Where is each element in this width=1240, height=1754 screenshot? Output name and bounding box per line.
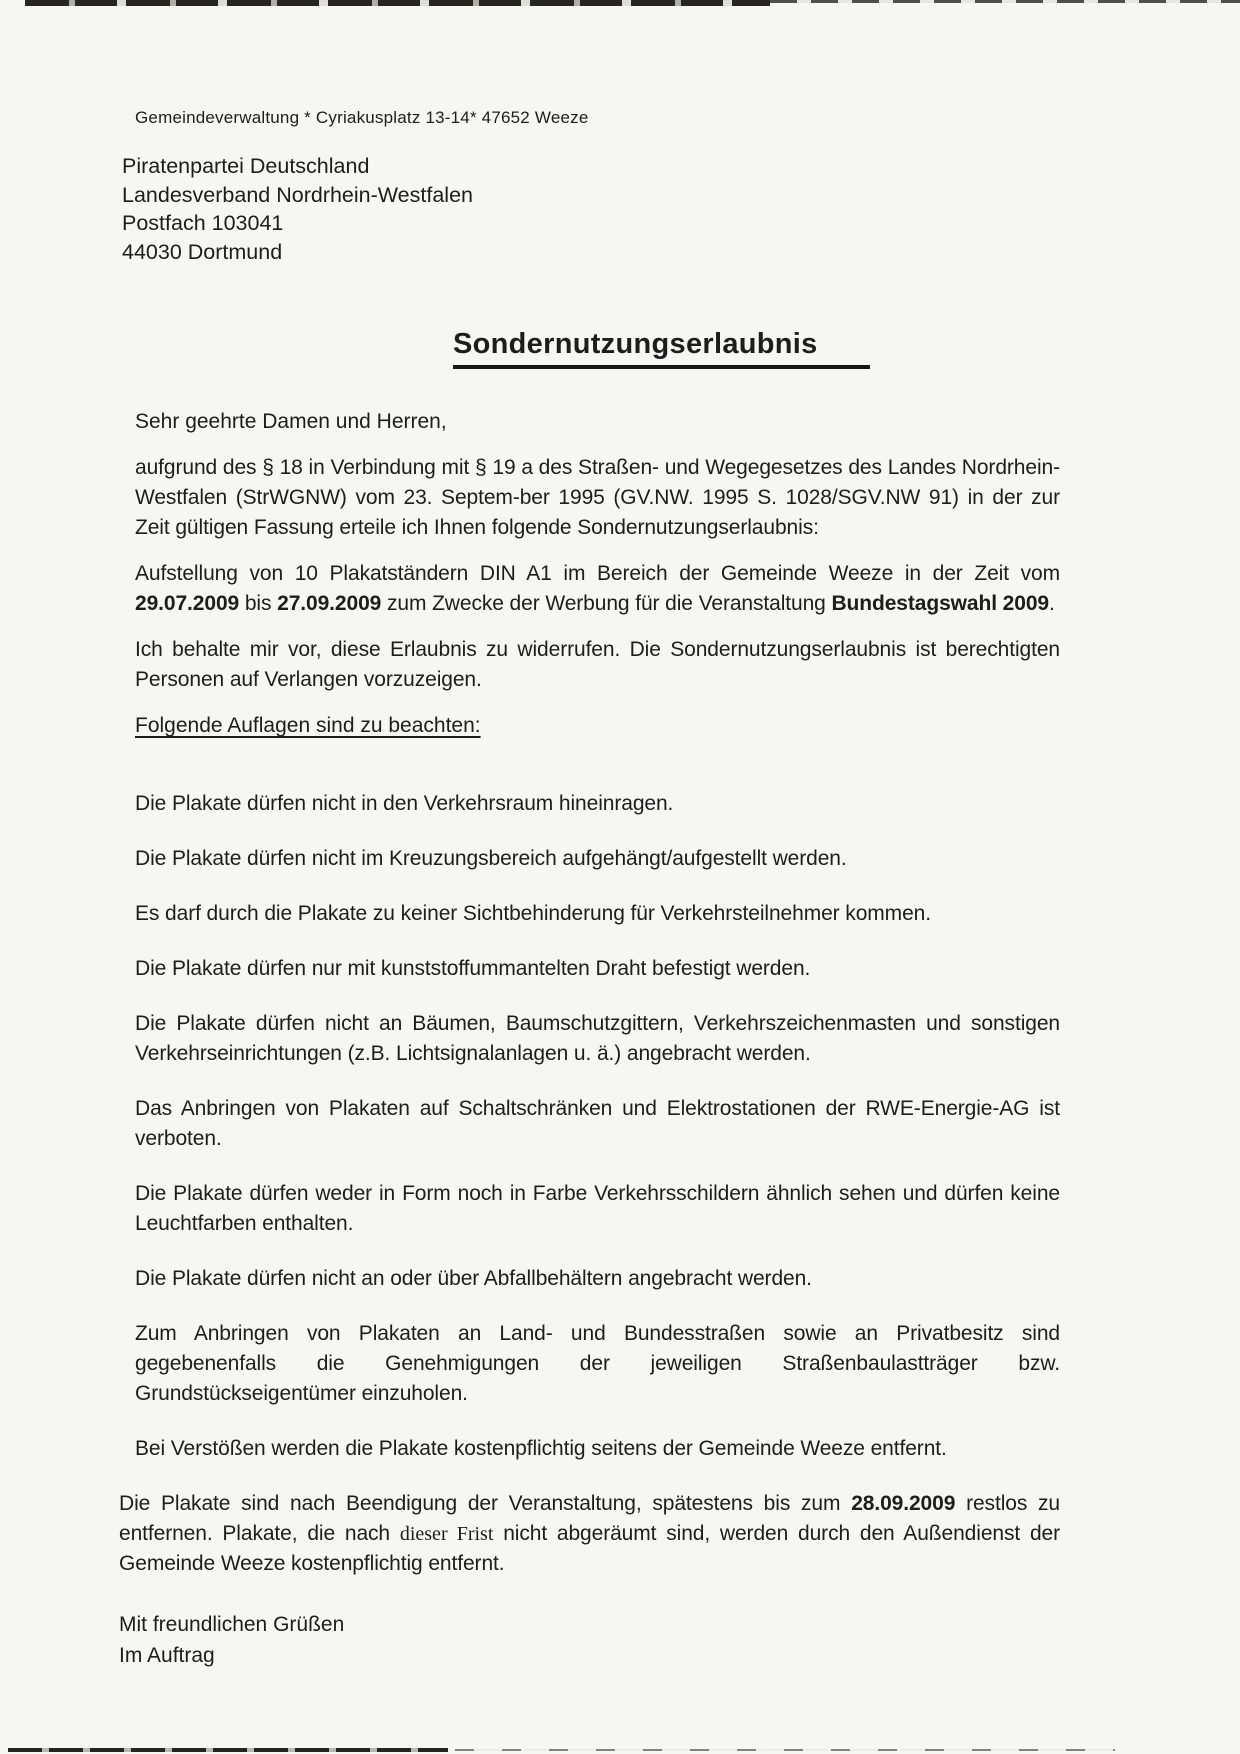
recipient-address-block: [122, 152, 1060, 266]
text-run: bis: [239, 592, 278, 615]
document-title: Sondernutzungserlaubnis: [453, 328, 870, 369]
closing-im-auftrag: Im Auftrag: [119, 1644, 215, 1667]
conditions-heading-row: [135, 711, 1060, 741]
salutation: Sehr geehrte Damen und Herren,: [135, 410, 447, 433]
scan-artifact-top: [0, 0, 1240, 9]
title-row: [135, 328, 1060, 369]
scan-artifact-segment: [455, 1749, 1115, 1751]
text-run-bold: 28.09.2009: [851, 1492, 956, 1515]
text-run-bold: 29.07.2009: [135, 592, 240, 615]
condition-item: Bei Verstößen werden die Plakate kostenpflichtig seitens der Gemeinde Weeze entfernt.: [135, 1437, 947, 1460]
text-run-bold: Bundestagswahl 2009: [831, 592, 1049, 615]
scan-artifact-segment: [8, 1748, 448, 1752]
condition-item: Zum Anbringen von Plakaten an Land- und Bundesstraßen sowie an Privatbesitz sind gegebenenfalls die Genehmigungen der jeweiligen Straßenbaulastträger bzw. Grundstückseigentümer einzuholen.: [135, 1322, 1060, 1405]
text-run: .: [1049, 592, 1055, 615]
text-run: Aufstellung von 10 Plakatständern DIN A1 im Bereich der Gemeinde Weeze in der Zeit vom: [135, 562, 1060, 585]
revocation-paragraph: Ich behalte mir vor, diese Erlaubnis zu widerrufen. Die Sondernutzungserlaubnis ist berechtigten Personen auf Verlangen vorzuzeigen.: [135, 638, 1060, 691]
recipient-address-line: Postfach 103041: [122, 211, 284, 235]
scan-artifact-bottom: [0, 1746, 1240, 1753]
closing-greeting: Mit freundlichen Grüßen: [119, 1613, 345, 1636]
recipient-address-line: 44030 Dortmund: [122, 239, 283, 264]
condition-item: Die Plakate dürfen nicht im Kreuzungsbereich aufgehängt/aufgestellt werden.: [135, 847, 847, 870]
condition-item: Die Plakate dürfen nur mit kunststoffummantelten Draht befestigt werden.: [135, 957, 811, 980]
text-run: zum Zwecke der Werbung für die Veranstaltung: [381, 592, 832, 615]
sender-return-address: Gemeindeverwaltung * Cyriakusplatz 13-14* 47652 Weeze: [135, 108, 589, 127]
intro-paragraph: aufgrund des § 18 in Verbindung mit § 19 a des Straßen- und Wegegesetzes des Landes Nordrhein-Westfalen (StrWGNW) vom 23. Septem-ber 1995 (GV.NW. 1995 S. 1028/SGV.NW 91) in der zur Zeit gültigen Fassung erteile ich Ihnen folgende Sondernutzungserlaubnis:: [135, 456, 1060, 539]
scan-artifact-segment: [25, 0, 770, 6]
condition-item: Es darf durch die Plakate zu keiner Sichtbehinderung für Verkehrsteilnehmer kommen.: [135, 902, 931, 925]
condition-item: Die Plakate dürfen nicht an Bäumen, Baumschutzgittern, Verkehrszeichenmasten und sonstigen Verkehrseinrichtungen (z.B. Lichtsignalanlagen u. ä.) angebracht werden.: [135, 1012, 1060, 1065]
removal-deadline-paragraph: [119, 1489, 1060, 1579]
condition-item: Das Anbringen von Plakaten auf Schaltschränken und Elektrostationen der RWE-Energie-AG ist verboten.: [135, 1097, 1060, 1150]
text-run: Die Plakate sind nach Beendigung der Veranstaltung, spätestens bis zum: [119, 1492, 852, 1515]
scan-artifact-segment: [770, 0, 1240, 3]
grant-paragraph: [135, 559, 1060, 619]
text-run-bold: 27.09.2009: [277, 592, 382, 615]
condition-item: Die Plakate dürfen nicht in den Verkehrsraum hineinragen.: [135, 792, 674, 815]
conditions-heading: Folgende Auflagen sind zu beachten:: [135, 714, 481, 737]
closing-block: [119, 1609, 1060, 1671]
text-run-serif: dieser Frist: [399, 1523, 494, 1545]
conditions-list: [135, 789, 1060, 1464]
recipient-address-line: Landesverband Nordrhein-Westfalen: [122, 182, 473, 207]
condition-item: Die Plakate dürfen weder in Form noch in Farbe Verkehrsschildern ähnlich sehen und dürfen keine Leuchtfarben enthalten.: [135, 1182, 1060, 1235]
text-run: restlos zu entfernen. Plakate, die nach: [119, 1492, 1060, 1545]
text-run: nicht abgeräumt sind, werden durch den Außendienst der Gemeinde Weeze kostenpflichtig entfernt.: [119, 1522, 1060, 1575]
recipient-address-line: Piratenpartei Deutschland: [122, 154, 370, 178]
condition-item: Die Plakate dürfen nicht an oder über Abfallbehältern angebracht werden.: [135, 1267, 812, 1290]
